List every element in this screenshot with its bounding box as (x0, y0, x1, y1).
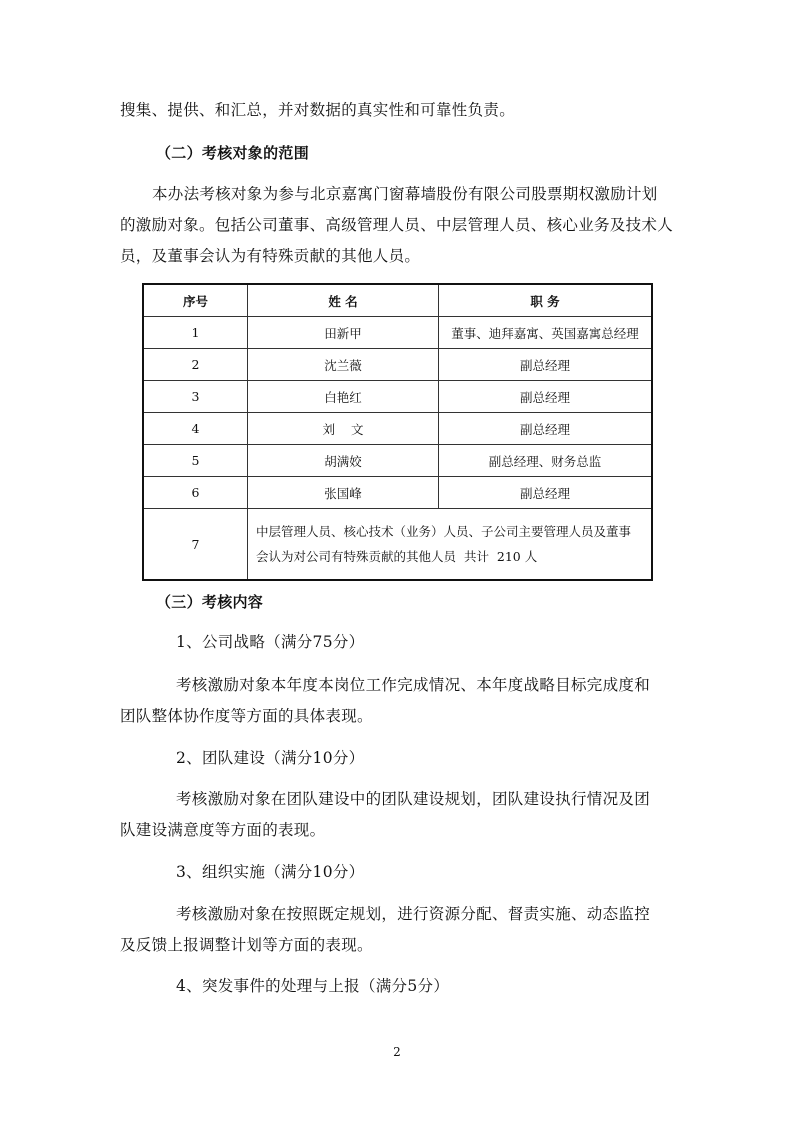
cell-role: 副总经理、财务总监 (439, 445, 653, 477)
cell-role: 副总经理 (439, 349, 653, 381)
merged-line-2: 会认为对公司有特殊贡献的其他人员 共计 210 人 (256, 549, 538, 564)
cell-role: 副总经理 (439, 413, 653, 445)
item-title: 3、组织实施（满分10分） (176, 863, 365, 881)
paragraph-line: 及反馈上报调整计划等方面的表现。 (120, 936, 373, 954)
cell-name: 沈兰薇 (248, 349, 439, 381)
cell-name: 张国峰 (248, 477, 439, 509)
page-number: 2 (393, 1045, 401, 1059)
section-heading: （二）考核对象的范围 (156, 144, 310, 162)
cell-no: 1 (143, 317, 248, 349)
paragraph-line: 考核激励对象本年度本岗位工作完成情况、本年度战略目标完成度和 (176, 676, 651, 694)
paragraph-line: 团队整体协作度等方面的具体表现。 (120, 707, 373, 725)
paragraph-line: 的激励对象。包括公司董事、高级管理人员、中层管理人员、核心业务及技术人 (120, 216, 674, 234)
cell-no: 5 (143, 445, 248, 477)
section-heading: （三）考核内容 (156, 593, 264, 611)
table-row (143, 381, 652, 413)
cell-merged-description (248, 509, 653, 581)
paragraph-line: 考核激励对象在团队建设中的团队建设规划，团队建设执行情况及团 (176, 790, 651, 808)
table-row (143, 413, 652, 445)
cell-name: 刘 文 (248, 413, 439, 445)
paragraph-line: 搜集、提供、和汇总，并对数据的真实性和可靠性负责。 (120, 101, 516, 119)
incentive-recipients-table (142, 283, 653, 581)
item-title: 1、公司战略（满分75分） (176, 633, 365, 651)
table-row (143, 477, 652, 509)
table-row (143, 317, 652, 349)
merged-line-1: 中层管理人员、核心技术（业务）人员、子公司主要管理人员及董事 (256, 524, 632, 539)
header-no: 序号 (143, 284, 248, 317)
header-role: 职 务 (439, 284, 653, 317)
paragraph-line: 考核激励对象在按照既定规划，进行资源分配、督责实施、动态监控 (176, 905, 651, 923)
cell-role: 副总经理 (439, 381, 653, 413)
cell-no: 2 (143, 349, 248, 381)
cell-name: 白艳红 (248, 381, 439, 413)
cell-name: 田新甲 (248, 317, 439, 349)
cell-no: 4 (143, 413, 248, 445)
cell-no: 3 (143, 381, 248, 413)
header-name: 姓 名 (248, 284, 439, 317)
paragraph-line: 本办法考核对象为参与北京嘉寓门窗幕墙股份有限公司股票期权激励计划 (152, 185, 658, 203)
cell-no: 7 (143, 509, 248, 581)
cell-name: 胡满姣 (248, 445, 439, 477)
cell-role: 董事、迪拜嘉寓、英国嘉寓总经理 (439, 317, 653, 349)
cell-role: 副总经理 (439, 477, 653, 509)
item-title: 2、团队建设（满分10分） (176, 749, 365, 767)
table-row (143, 445, 652, 477)
table-header-row (143, 284, 652, 317)
paragraph-line: 队建设满意度等方面的表现。 (120, 821, 326, 839)
table-row (143, 349, 652, 381)
table-row (143, 509, 652, 581)
item-title: 4、突发事件的处理与上报（满分5分） (176, 977, 450, 995)
paragraph-line: 员，及董事会认为有特殊贡献的其他人员。 (120, 247, 421, 265)
cell-no: 6 (143, 477, 248, 509)
